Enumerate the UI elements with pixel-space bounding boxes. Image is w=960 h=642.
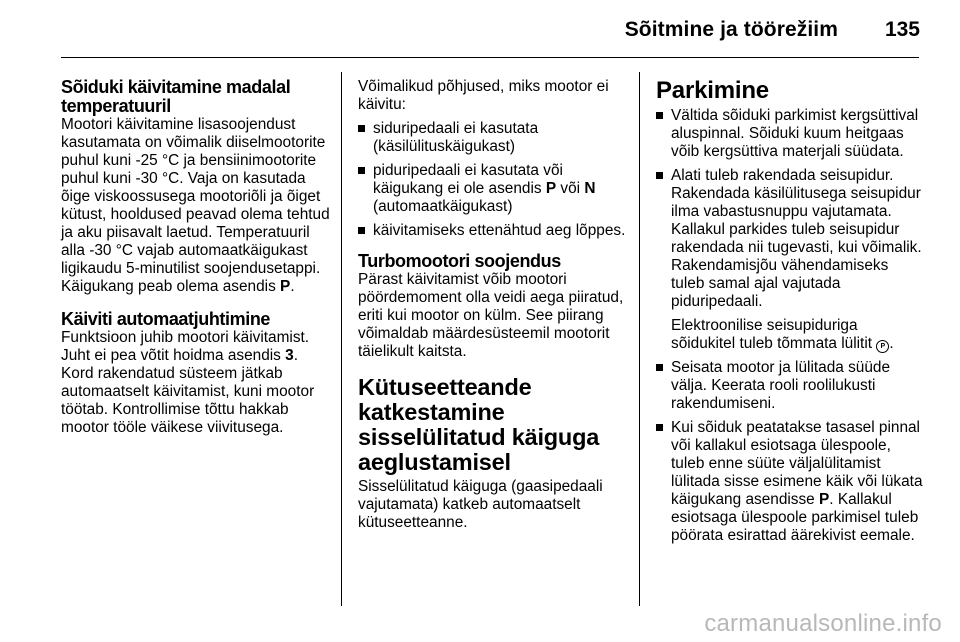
- list-item: Seisata mootor ja lülitada süüde välja. Keerata rooli roolilukusti rakendumiseni.: [656, 359, 924, 413]
- auto-start-text-1: Funktsioon juhib mootori käivitamist.: [61, 329, 310, 346]
- parking-list: [656, 107, 924, 311]
- column-2: [358, 78, 630, 532]
- section-heading-auto-start: Käiviti automaatjuhtimine: [61, 309, 271, 329]
- header-divider: [61, 57, 919, 58]
- parking-brake-icon: P: [876, 340, 889, 353]
- watermark: carmanualsonline.info: [704, 610, 942, 637]
- column-divider-1: [341, 72, 342, 606]
- cold-start-text: Mootori käivitamine lisasoojendust kasutamata on võimalik diiselmootorite puhul kuni -25 °C ja bensiinimootorite puhul kuni -30 °C. Vaja on kasutada õige viskoossusega mootoriõli ja õiget kütust, hooldused peavad olema tehtud ja aku piisavalt laetud. Temperatuuril alla -30 °C vajab automaatkäigukast ligikaudu 5-minutilist soojendusetappi.: [61, 116, 330, 277]
- page-number: 135: [884, 18, 920, 41]
- parking-sub-note: Elektroonilise seisupiduriga sõidukitel tuleb tõmmata lülitit P .: [671, 317, 894, 352]
- list-item: Kui sõiduk peatatakse tasasel pinnal või kallakul esiotsaga ülespoole, tuleb enne süüte väljalülitamist lülitada sisse esimene käik või lükata käigukang asendisse P. Kallakul esiotsaga ülespoole parkimisel tuleb pöörata esirattad äärekivist eemale.: [656, 419, 924, 545]
- section-heading-fuel-cutoff: Kütuseetteande katkestamine sisselülitatud käiguga aeglustamisel: [358, 374, 600, 475]
- page-header: [0, 0, 960, 56]
- section-heading-turbo: Turbomootori soojendus: [358, 251, 561, 271]
- chapter-title: Sõitmine ja töörežiim: [624, 18, 838, 41]
- list-item: piduripedaali ei kasutata või käigukang ei ole asendis P või N (automaatkäigukast): [358, 162, 630, 216]
- list-item: Alati tuleb rakendada seisupidur. Rakendada käsilülitusega seisupidur ilma vabastusnuppu vajutamata. Kallakul parkides tuleb seisupidur rakendada nii tugevasti, kui võimalik. Rakendamisjõu vähendamiseks tuleb samal ajal vajutada piduripedaali.: [656, 167, 924, 311]
- cold-start-gear-text: Käigukang peab olema asendis P.: [61, 278, 295, 295]
- section-heading-parking: Parkimine: [656, 77, 769, 104]
- list-item: käivitamiseks ettenähtud aeg lõppes.: [358, 222, 630, 240]
- section-heading-cold-start: Sõiduki käivitamine madalal temperatuuril: [61, 77, 291, 116]
- list-item: siduripedaali ei kasutata (käsilülituskäigukast): [358, 120, 630, 156]
- parking-list-cont: [656, 359, 924, 545]
- no-start-list: [358, 120, 630, 240]
- column-3: [656, 78, 924, 551]
- list-item: Vältida sõiduki parkimist kergsüttival aluspinnal. Sõiduki kuum heitgaas võib kergsüttiva materjali süüdata.: [656, 107, 924, 161]
- turbo-text: Pärast käivitamist võib mootori pöördemoment olla veidi aega piiratud, eriti kui mootor on külm. See piirang võimaldab määrdesüsteemil mootorit täielikult kaitsta.: [358, 271, 624, 360]
- auto-start-text-3: Kord rakendatud süsteem jätkab automaatselt käivitamist, kuni mootor töötab. Kontrollimise tõttu hakkab mootor tööle väikese viivitusega.: [61, 365, 315, 436]
- auto-start-text-2: Juht ei pea võtit hoidma asendis 3.: [61, 347, 298, 364]
- column-divider-2: [639, 72, 640, 606]
- column-1: [61, 78, 333, 437]
- no-start-intro: Võimalikud põhjused, miks mootor ei käivitu:: [358, 78, 609, 113]
- fuel-cutoff-text: Sisselülitatud käiguga (gaasipedaali vajutamata) katkeb automaatselt kütuseetteanne.: [358, 478, 603, 531]
